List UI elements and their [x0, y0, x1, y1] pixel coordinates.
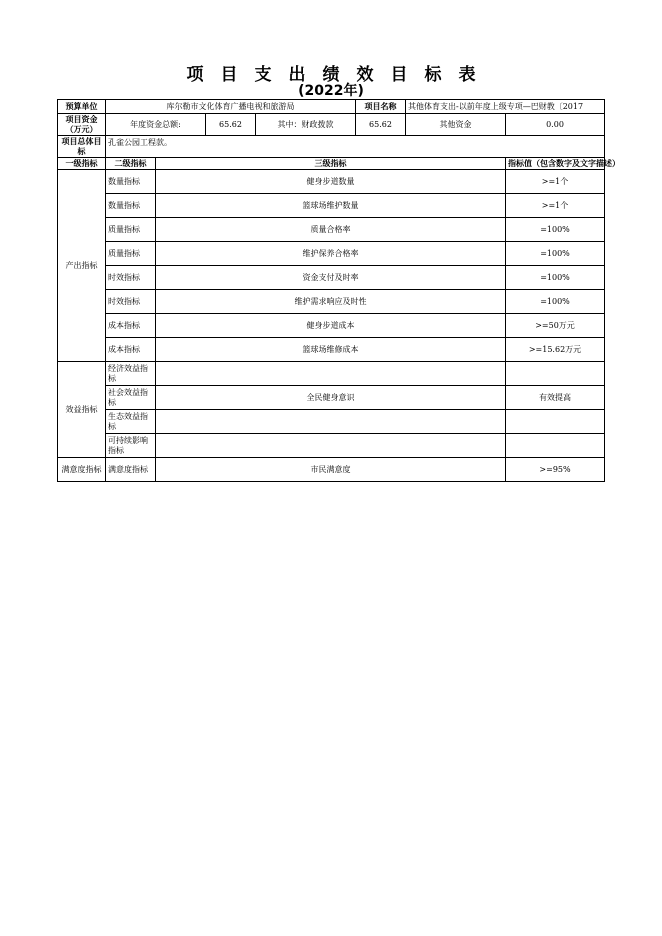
table-row — [58, 242, 605, 266]
level3-cell: 健身步道成本 — [156, 314, 506, 338]
table-row — [58, 194, 605, 218]
col-level2-header: 二级指标 — [106, 158, 156, 170]
level2-cell: 时效指标 — [106, 290, 156, 314]
group-output: 产出指标 — [58, 170, 106, 362]
funds-label: 项目资金（万元） — [58, 114, 106, 136]
level2-cell: 满意度指标 — [106, 458, 156, 482]
level2-cell: 经济效益指标 — [106, 362, 156, 386]
level3-cell: 维护需求响应及时性 — [156, 290, 506, 314]
table-row — [58, 314, 605, 338]
value-cell: >=1个 — [506, 194, 605, 218]
annual-total-value: 65.62 — [206, 114, 256, 136]
table-row — [58, 170, 605, 194]
project-name-label: 项目名称 — [356, 100, 406, 114]
value-cell — [506, 410, 605, 434]
level3-cell: 质量合格率 — [156, 218, 506, 242]
goal-value: 孔雀公园工程款。 — [106, 136, 605, 158]
performance-table — [57, 99, 620, 482]
table-row — [58, 290, 605, 314]
table-row — [58, 266, 605, 290]
table-row — [58, 338, 605, 362]
goal-row — [58, 136, 605, 158]
level2-cell: 数量指标 — [106, 194, 156, 218]
other-value: 0.00 — [506, 114, 605, 136]
level2-cell: 时效指标 — [106, 266, 156, 290]
value-cell — [506, 362, 605, 386]
project-name-value: 其他体育支出-以前年度上级专项—巴财教〔2017 — [406, 100, 605, 114]
level2-cell: 质量指标 — [106, 218, 156, 242]
table-row — [58, 218, 605, 242]
other-label: 其他资金 — [406, 114, 506, 136]
level3-cell — [156, 410, 506, 434]
fiscal-label: 其中：财政拨款 — [256, 114, 356, 136]
level2-cell: 可持续影响指标 — [106, 434, 156, 458]
level3-cell: 篮球场维护数量 — [156, 194, 506, 218]
page-subtitle: (2022年) — [298, 83, 364, 99]
funds-row — [58, 114, 605, 136]
level3-cell — [156, 362, 506, 386]
level2-cell: 成本指标 — [106, 338, 156, 362]
level3-cell: 健身步道数量 — [156, 170, 506, 194]
level3-cell: 市民满意度 — [156, 458, 506, 482]
value-cell: =100% — [506, 266, 605, 290]
col-level1-header: 一级指标 — [58, 158, 106, 170]
value-cell: >=1个 — [506, 170, 605, 194]
level2-cell: 生态效益指标 — [106, 410, 156, 434]
value-cell: =100% — [506, 218, 605, 242]
level3-cell — [156, 434, 506, 458]
group-benefit: 效益指标 — [58, 362, 106, 458]
level2-cell: 数量指标 — [106, 170, 156, 194]
value-cell: =100% — [506, 290, 605, 314]
table-row — [58, 410, 605, 434]
col-level3-header: 三级指标 — [156, 158, 506, 170]
value-cell: >=95% — [506, 458, 605, 482]
value-cell — [506, 434, 605, 458]
table-row — [58, 362, 605, 386]
value-cell: 有效提高 — [506, 386, 605, 410]
page-title: 项目支出绩效目标表 — [186, 65, 493, 85]
level3-cell: 全民健身意识 — [156, 386, 506, 410]
budget-unit-value: 库尔勒市文化体育广播电视和旅游局 — [106, 100, 356, 114]
value-cell: >=50万元 — [506, 314, 605, 338]
table-row — [58, 458, 605, 482]
budget-unit-row — [58, 100, 605, 114]
value-cell: >=15.62万元 — [506, 338, 605, 362]
goal-label: 项目总体目标 — [58, 136, 106, 158]
level2-cell: 质量指标 — [106, 242, 156, 266]
level3-cell: 篮球场维修成本 — [156, 338, 506, 362]
level2-cell: 社会效益指标 — [106, 386, 156, 410]
level3-cell: 资金支付及时率 — [156, 266, 506, 290]
level3-cell: 维护保养合格率 — [156, 242, 506, 266]
value-cell: =100% — [506, 242, 605, 266]
budget-unit-label: 预算单位 — [58, 100, 106, 114]
annual-total-label: 年度资金总额: — [106, 114, 206, 136]
column-header-row — [58, 158, 605, 170]
group-satisfaction: 满意度指标 — [58, 458, 106, 482]
table-row — [58, 386, 605, 410]
fiscal-value: 65.62 — [356, 114, 406, 136]
col-value-header: 指标值（包含数字及文字描述） — [506, 158, 605, 170]
table-row — [58, 434, 605, 458]
level2-cell: 成本指标 — [106, 314, 156, 338]
